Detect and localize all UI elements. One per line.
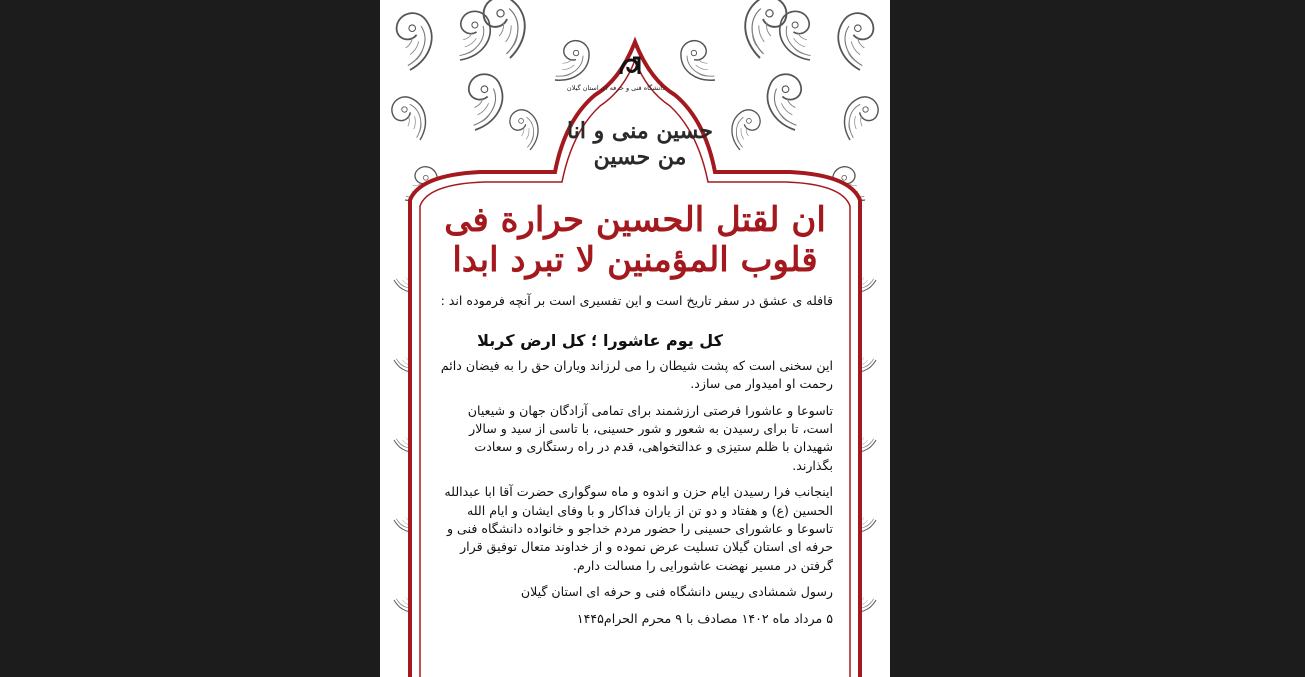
headline: کل یوم عاشورا ؛ کل ارض کربلا xyxy=(477,331,723,351)
university-logo xyxy=(566,56,665,92)
calligraphy-hadith-small: حسین منی و انا من حسین xyxy=(567,118,713,170)
paragraph: اینجانب فرا رسیدن ایام حزن و اندوه و ماه سوگواری حضرت آقا ابا عبدالله الحسین (ع) و هفتاد و دو تن از یاران فداکار و با وفای ایشان و ایام الله تاسوعا و عاشورای حسینی را حضور مردم خداجو و خانواده دانشگاه فنی و حرفه ای استان گیلان تسلیت عرض نموده و از خداوند متعال توفیق قرار گرفتن در مسیر نهضت عاشورایی را مسالت دارم. xyxy=(444,484,833,573)
paragraph: تاسوعا و عاشورا فرصتی ارزشمند برای تمامی آزادگان جهان و شیعیان است، تا برای رسیدن به شعور و شور حسینی، با تاسی از سید و سالار شهیدان با ظلم ستیزی و عدالتخواهی، قدم در راه رستگاری و سعادت بگذارند. xyxy=(467,402,833,473)
signature: رسول شمشادی رییس دانشگاه فنی و حرفه ای استان گیلان xyxy=(520,584,833,600)
logo-caption: دانشگاه فنی و حرفه ای استان گیلان xyxy=(566,84,665,92)
condolence-poster xyxy=(380,0,890,677)
university-emblem-icon xyxy=(617,56,643,78)
calligraphy-hadith-large: ان لقتل الحسین حرارة فی قلوب المؤمنین لا تبرد ابدا xyxy=(444,200,826,280)
paragraph: این سخنی است که پشت شیطان را می لرزاند ویاران حق را به فیضان دائم رحمت او امیدوار می سازد. xyxy=(440,357,833,392)
intro-text: قافله ی عشق در سفر تاریخ است و این تفسیری است بر آنچه فرموده اند : xyxy=(440,293,833,308)
date-line: ۵ مرداد ماه ۱۴۰۲ مصادف با ۹ محرم الحرام۱۴۴۵ xyxy=(576,610,833,626)
message-body xyxy=(437,292,833,628)
